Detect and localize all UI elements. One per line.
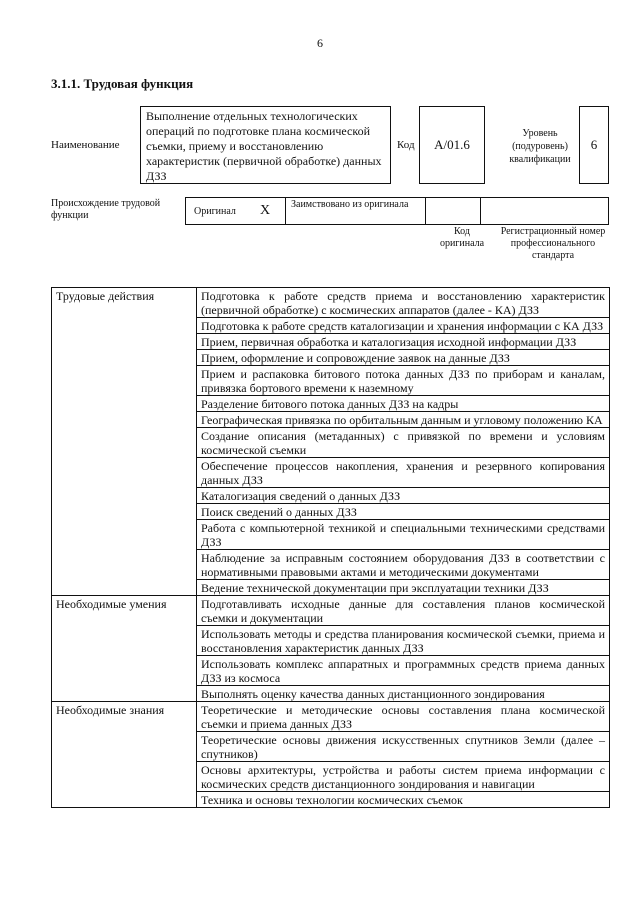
category-cell: Необходимые знания: [52, 702, 197, 808]
item-cell: Поиск сведений о данных ДЗЗ: [197, 504, 610, 520]
item-cell: Использовать комплекс аппаратных и программных средств приема данных ДЗЗ из космоса: [197, 656, 610, 686]
original-mark: X: [260, 203, 271, 218]
item-cell: Прием и распаковка битового потока данных ДЗЗ по приборам и каналам, привязка бортового времени к наземному: [197, 366, 610, 396]
function-name-box: Выполнение отдельных технологических операций по подготовке плана космической съемки, приему и восстановлению характеристик (первичной обработке) данных ДЗЗ: [140, 106, 391, 184]
item-cell: Разделение битового потока данных ДЗЗ на кадры: [197, 396, 610, 412]
item-cell: Обеспечение процессов накопления, хранения и резервного копирования данных ДЗЗ: [197, 458, 610, 488]
item-cell: Теоретические и методические основы составления плана космической съемки и приема данных ДЗЗ: [197, 702, 610, 732]
item-cell: Прием, оформление и сопровождение заявок на данные ДЗЗ: [197, 350, 610, 366]
level-box: 6: [579, 106, 609, 184]
table-row: [52, 702, 610, 732]
item-cell: Основы архитектуры, устройства и работы систем приема информации с космических средств дистанционного зондирования и навигации: [197, 762, 610, 792]
item-cell: Подготавливать исходные данные для составления планов космической съемки и документации: [197, 596, 610, 626]
item-cell: Подготовка к работе средств приема и восстановлению характеристик (первичной обработке) с космических аппаратов (далее - КА) ДЗЗ: [197, 288, 610, 318]
item-cell: Выполнять оценку качества данных дистанционного зондирования: [197, 686, 610, 702]
category-cell: Трудовые действия: [52, 288, 197, 596]
borrowed-cell: [286, 198, 426, 224]
function-table: [51, 287, 610, 808]
original-cell: [186, 198, 286, 224]
section-title: 3.1.1. Трудовая функция: [51, 76, 194, 91]
reg-number-cell: [481, 198, 610, 224]
item-cell: Теоретические основы движения искусственных спутников Земли (далее – спутников): [197, 732, 610, 762]
page-number: 6: [317, 36, 323, 50]
category-cell: Необходимые умения: [52, 596, 197, 702]
origin-label: Происхождение трудовой функции: [51, 198, 161, 221]
item-cell: Наблюдение за исправным состоянием оборудования ДЗЗ в соответствии с нормативными правовыми актами и методическими документами: [197, 550, 610, 580]
code-box: А/01.6: [419, 106, 485, 184]
table-row: [52, 596, 610, 626]
origin-row: [185, 197, 609, 225]
table-row: [52, 288, 610, 318]
level-label: Уровень (подуровень) квалификации: [509, 128, 571, 165]
borrowed-label: Заимствовано из оригинала: [291, 199, 409, 210]
item-cell: Подготовка к работе средств каталогизации и хранения информации с КА ДЗЗ: [197, 318, 610, 334]
item-cell: Прием, первичная обработка и каталогизация исходной информации ДЗЗ: [197, 334, 610, 350]
item-cell: Каталогизация сведений о данных ДЗЗ: [197, 488, 610, 504]
origin-code-label: Код оригинала: [439, 226, 485, 249]
original-label: Оригинал: [194, 206, 236, 217]
origin-code-cell: [426, 198, 481, 224]
code-label: Код: [397, 139, 415, 151]
name-label: Наименование: [51, 139, 120, 151]
item-cell: Использовать методы и средства планирования космической съемки, приема и восстановления характеристик данных ДЗЗ: [197, 626, 610, 656]
item-cell: Работа с компьютерной техникой и специальными техническими средствами ДЗЗ: [197, 520, 610, 550]
item-cell: Ведение технической документации при эксплуатации техники ДЗЗ: [197, 580, 610, 596]
item-cell: Техника и основы технологии космических съемок: [197, 792, 610, 808]
item-cell: Создание описания (метаданных) с привязкой по времени и условиям космической съемки: [197, 428, 610, 458]
item-cell: Географическая привязка по орбитальным данным и угловому положению КА: [197, 412, 610, 428]
reg-number-label: Регистрационный номер профессионального стандарта: [500, 226, 606, 261]
